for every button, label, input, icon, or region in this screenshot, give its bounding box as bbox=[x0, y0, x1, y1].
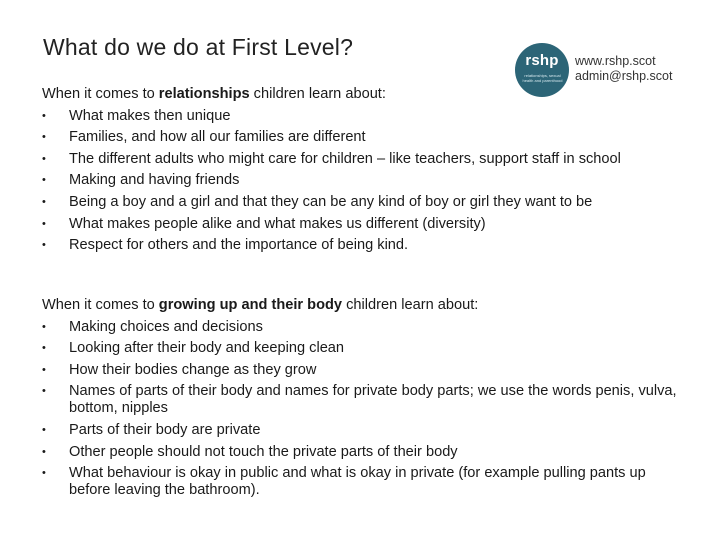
growing-up-section bbox=[42, 295, 682, 502]
bullet-icon: • bbox=[42, 239, 46, 252]
page-title: What do we do at First Level? bbox=[43, 34, 354, 60]
list-item bbox=[42, 360, 682, 382]
list-item bbox=[42, 192, 682, 214]
intro-topic: growing up and their body bbox=[158, 297, 343, 313]
list-item-text: The different adults who might care for children – like teachers, support staff in school bbox=[69, 150, 621, 167]
logo-email: admin@rshp.scot bbox=[575, 69, 673, 83]
logo-tagline: relationships, sexual health and parenthood bbox=[522, 73, 563, 83]
intro-topic: relationships bbox=[158, 86, 250, 102]
list-item bbox=[42, 463, 682, 502]
logo-contact bbox=[575, 54, 672, 84]
logo-website: www.rshp.scot bbox=[575, 54, 656, 68]
bullet-icon: • bbox=[42, 152, 46, 165]
list-item bbox=[42, 127, 682, 149]
list-item bbox=[42, 338, 682, 360]
section-intro bbox=[42, 84, 682, 106]
list-item-text: Respect for others and the importance of being kind. bbox=[69, 237, 409, 254]
bullet-icon: • bbox=[42, 217, 46, 230]
list-item bbox=[42, 420, 682, 442]
list-item bbox=[42, 214, 682, 236]
list-item-text: Making choices and decisions bbox=[69, 318, 263, 335]
section-intro bbox=[42, 295, 682, 317]
list-item-text: Being a boy and a girl and that they can be any kind of boy or girl they want to be bbox=[69, 193, 593, 210]
intro-text: children learn about: bbox=[249, 86, 386, 102]
list-item-text: How their bodies change as they grow bbox=[69, 361, 317, 378]
logo-wordmark: rshp bbox=[525, 52, 559, 69]
intro-text: When it comes to bbox=[42, 86, 159, 102]
list-item bbox=[42, 317, 682, 339]
list-item bbox=[42, 381, 682, 420]
bullet-icon: • bbox=[42, 467, 46, 480]
bullet-icon: • bbox=[42, 342, 46, 355]
bullet-list bbox=[42, 317, 682, 502]
list-item bbox=[42, 170, 682, 192]
list-item bbox=[42, 442, 682, 464]
bullet-icon: • bbox=[42, 385, 46, 398]
list-item-text: Families, and how all our families are different bbox=[69, 129, 366, 146]
bullet-icon: • bbox=[42, 363, 46, 376]
bullet-list bbox=[42, 106, 682, 257]
bullet-icon: • bbox=[42, 320, 46, 333]
list-item-text: Names of parts of their body and names for private body parts; we use the words penis, vulva, bottom, nipples bbox=[69, 383, 677, 417]
list-item-text: Parts of their body are private bbox=[69, 421, 261, 438]
bullet-icon: • bbox=[42, 195, 46, 208]
relationships-section bbox=[42, 84, 682, 257]
intro-text: children learn about: bbox=[342, 297, 479, 313]
list-item bbox=[42, 149, 682, 171]
bullet-icon: • bbox=[42, 445, 46, 458]
list-item-text: What behaviour is okay in public and what is okay in private (for example pulling pants up before leaving the bathroom). bbox=[69, 465, 646, 499]
list-item-text: Other people should not touch the private parts of their body bbox=[69, 443, 458, 460]
list-item bbox=[42, 106, 682, 128]
list-item-text: Making and having friends bbox=[69, 172, 240, 189]
bullet-icon: • bbox=[42, 423, 46, 436]
bullet-icon: • bbox=[42, 109, 46, 122]
list-item-text: What makes then unique bbox=[69, 107, 231, 124]
bullet-icon: • bbox=[42, 131, 46, 144]
list-item-text: What makes people alike and what makes us different (diversity) bbox=[69, 215, 486, 232]
list-item bbox=[42, 235, 682, 257]
list-item-text: Looking after their body and keeping clean bbox=[69, 340, 345, 357]
bullet-icon: • bbox=[42, 174, 46, 187]
intro-text: When it comes to bbox=[42, 297, 159, 313]
